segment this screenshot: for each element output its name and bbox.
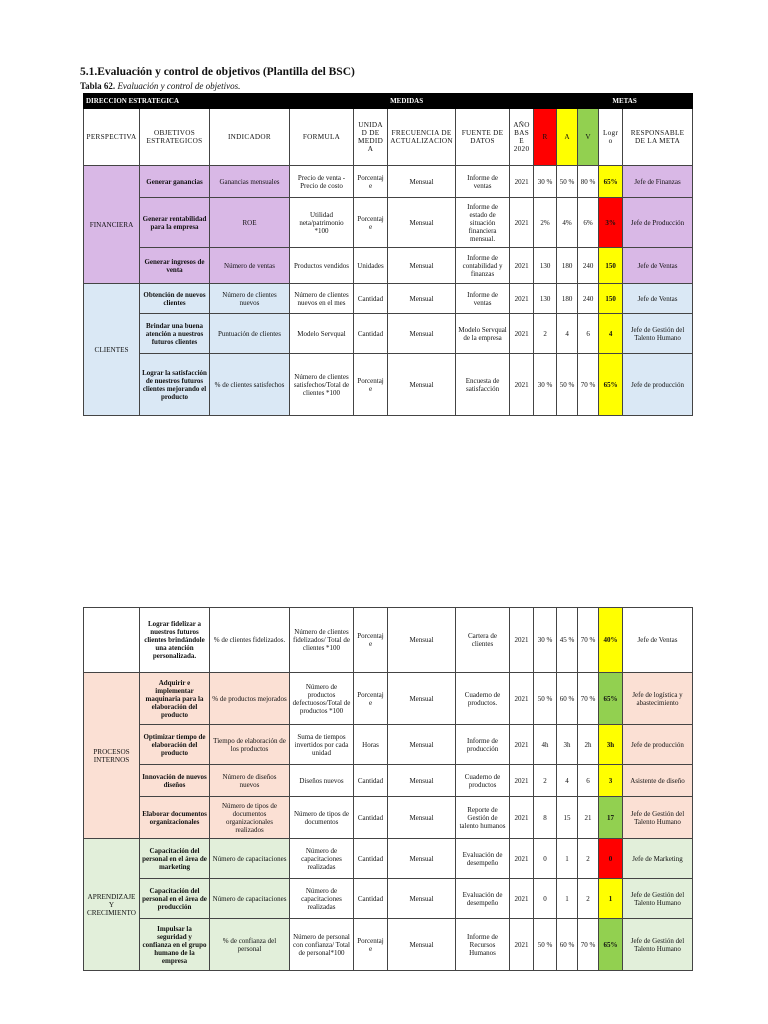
indicador-cell: Número de diseños nuevos <box>210 765 290 797</box>
responsable-cell: Asistente de diseño <box>623 765 693 797</box>
objetivo-cell: Obtención de nuevos clientes <box>140 284 210 314</box>
logro-cell: 17 <box>599 797 623 839</box>
meta-r-cell: 50 % <box>534 673 557 725</box>
frecuencia-cell: Mensual <box>388 314 456 354</box>
formula-cell: Modelo Servqual <box>290 314 354 354</box>
meta-r-cell: 30 % <box>534 608 557 673</box>
unidad-cell: Porcentaje <box>354 608 388 673</box>
fuente-cell: Cuaderno de productos. <box>456 673 510 725</box>
formula-cell: Número de tipos de documentos <box>290 797 354 839</box>
perspectiva-cell: FINANCIERA <box>84 166 140 284</box>
meta-v-cell: 6 <box>578 314 599 354</box>
formula-cell: Número de clientes fidelizados/ Total de clientes *100 <box>290 608 354 673</box>
formula-cell: Diseños nuevos <box>290 765 354 797</box>
frecuencia-cell: Mensual <box>388 354 456 416</box>
indicador-cell: % de clientes satisfechos <box>210 354 290 416</box>
responsable-cell: Jefe de Gestión del Talento Humano <box>623 879 693 919</box>
bsc-table-page1 <box>83 93 693 416</box>
fuente-cell: Reporte de Gestión de talento humanos <box>456 797 510 839</box>
meta-r-cell: 50 % <box>534 919 557 971</box>
anio-base-cell: 2021 <box>510 765 534 797</box>
anio-base-cell: 2021 <box>510 919 534 971</box>
formula-cell: Número de clientes nuevos en el mes <box>290 284 354 314</box>
meta-a-cell: 45 % <box>557 608 578 673</box>
formula-cell: Número de capacitaciones realizadas <box>290 879 354 919</box>
table-row <box>84 198 693 248</box>
formula-cell: Suma de tiempos invertidos por cada unidad <box>290 725 354 765</box>
frecuencia-cell: Mensual <box>388 725 456 765</box>
caption-text: Evaluación y control de objetivos. <box>117 81 241 91</box>
responsable-cell: Jefe de Gestión del Talento Humano <box>623 919 693 971</box>
meta-r-cell: 8 <box>534 797 557 839</box>
col-header-responsable: RESPONSABLE DE LA META <box>623 109 693 166</box>
col-header-objetivos: OBJETIVOS ESTRATEGICOS <box>140 109 210 166</box>
col-header-frecuencia: FRECUENCIA DE ACTUALIZACION <box>388 109 456 166</box>
formula-cell: Número de personal con confianza/ Total de personal*100 <box>290 919 354 971</box>
anio-base-cell: 2021 <box>510 839 534 879</box>
meta-r-cell: 2 <box>534 765 557 797</box>
responsable-cell: Jefe de producción <box>623 354 693 416</box>
objetivo-cell: Adquirir e implementar maquinaria para la elaboración del producto <box>140 673 210 725</box>
col-header-formula: FORMULA <box>290 109 354 166</box>
formula-cell: Productos vendidos <box>290 248 354 284</box>
meta-v-cell: 6% <box>578 198 599 248</box>
meta-r-cell: 130 <box>534 248 557 284</box>
fuente-cell: Informe de estado de situación financiera mensual. <box>456 198 510 248</box>
meta-v-cell: 70 % <box>578 919 599 971</box>
unidad-cell: Cantidad <box>354 314 388 354</box>
unidad-cell: Unidades <box>354 248 388 284</box>
meta-a-cell: 4 <box>557 765 578 797</box>
col-header-unidad: UNIDAD DE MEDIDA <box>354 109 388 166</box>
objetivo-cell: Brindar una buena atención a nuestros futuros clientes <box>140 314 210 354</box>
indicador-cell: Número de clientes nuevos <box>210 284 290 314</box>
formula-cell: Número de productos defectuosos/Total de productos *100 <box>290 673 354 725</box>
col-header-a: A <box>557 109 578 166</box>
meta-a-cell: 4 <box>557 314 578 354</box>
meta-r-cell: 130 <box>534 284 557 314</box>
objetivo-cell: Elaborar documentos organizacionales <box>140 797 210 839</box>
frecuencia-cell: Mensual <box>388 765 456 797</box>
logro-cell: 3% <box>599 198 623 248</box>
table-row <box>84 166 693 198</box>
anio-base-cell: 2021 <box>510 198 534 248</box>
responsable-cell: Jefe de logística y abastecimiento <box>623 673 693 725</box>
meta-r-cell: 30 % <box>534 166 557 198</box>
meta-r-cell: 0 <box>534 879 557 919</box>
table-row <box>84 839 693 879</box>
meta-r-cell: 2 <box>534 314 557 354</box>
bsc-table-body <box>84 94 693 416</box>
meta-v-cell: 21 <box>578 797 599 839</box>
header-group-row <box>84 94 693 109</box>
logro-cell: 3h <box>599 725 623 765</box>
meta-v-cell: 70 % <box>578 608 599 673</box>
responsable-cell: Jefe de Ventas <box>623 608 693 673</box>
meta-v-cell: 70 % <box>578 354 599 416</box>
logro-cell: 3 <box>599 765 623 797</box>
meta-a-cell: 50 % <box>557 166 578 198</box>
fuente-cell: Informe de ventas <box>456 284 510 314</box>
meta-v-cell: 2h <box>578 725 599 765</box>
meta-v-cell: 70 % <box>578 673 599 725</box>
frecuencia-cell: Mensual <box>388 879 456 919</box>
meta-r-cell: 2% <box>534 198 557 248</box>
meta-r-cell: 0 <box>534 839 557 879</box>
fuente-cell: Informe de producción <box>456 725 510 765</box>
anio-base-cell: 2021 <box>510 879 534 919</box>
table-row <box>84 673 693 725</box>
frecuencia-cell: Mensual <box>388 166 456 198</box>
anio-base-cell: 2021 <box>510 166 534 198</box>
table-row <box>84 314 693 354</box>
formula-cell: Número de clientes satisfechos/Total de clientes *100 <box>290 354 354 416</box>
meta-a-cell: 1 <box>557 839 578 879</box>
unidad-cell: Cantidad <box>354 797 388 839</box>
objetivo-cell: Lograr la satisfacción de nuestros futuros clientes mejorando el producto <box>140 354 210 416</box>
fuente-cell: Modelo Servqual de la empresa <box>456 314 510 354</box>
indicador-cell: Número de tipos de documentos organizacionales realizados <box>210 797 290 839</box>
table-caption <box>80 81 240 91</box>
objetivo-cell: Impulsar la seguridad y confianza en el grupo humano de la empresa <box>140 919 210 971</box>
bsc-table-page2 <box>83 607 693 971</box>
logro-cell: 65% <box>599 673 623 725</box>
unidad-cell: Cantidad <box>354 839 388 879</box>
anio-base-cell: 2021 <box>510 608 534 673</box>
fuente-cell: Informe de contabilidad y finanzas <box>456 248 510 284</box>
objetivo-cell: Generar rentabilidad para la empresa <box>140 198 210 248</box>
table-row <box>84 797 693 839</box>
responsable-cell: Jefe de Ventas <box>623 248 693 284</box>
indicador-cell: Puntuación de clientes <box>210 314 290 354</box>
anio-base-cell: 2021 <box>510 354 534 416</box>
frecuencia-cell: Mensual <box>388 919 456 971</box>
col-header-fuente: FUENTE DE DATOS <box>456 109 510 166</box>
logro-cell: 65% <box>599 354 623 416</box>
logro-cell: 150 <box>599 248 623 284</box>
header-group-medidas: MEDIDAS <box>388 94 557 109</box>
meta-a-cell: 60 % <box>557 673 578 725</box>
col-header-anio-base: AÑO BASE 2020 <box>510 109 534 166</box>
table-row <box>84 765 693 797</box>
meta-a-cell: 1 <box>557 879 578 919</box>
meta-r-cell: 4h <box>534 725 557 765</box>
anio-base-cell: 2021 <box>510 284 534 314</box>
indicador-cell: Número de ventas <box>210 248 290 284</box>
fuente-cell: Encuesta de satisfacción <box>456 354 510 416</box>
table-row <box>84 248 693 284</box>
indicador-cell: % de confianza del personal <box>210 919 290 971</box>
anio-base-cell: 2021 <box>510 248 534 284</box>
meta-a-cell: 3h <box>557 725 578 765</box>
unidad-cell: Porcentaje <box>354 198 388 248</box>
logro-cell: 0 <box>599 839 623 879</box>
section-heading: 5.1.Evaluación y control de objetivos (Plantilla del BSC) <box>80 66 355 78</box>
frecuencia-cell: Mensual <box>388 608 456 673</box>
fuente-cell: Informe de ventas <box>456 166 510 198</box>
objetivo-cell: Innovación de nuevos diseños <box>140 765 210 797</box>
frecuencia-cell: Mensual <box>388 673 456 725</box>
header-group-metas: METAS <box>557 94 693 109</box>
table-row <box>84 919 693 971</box>
objetivo-cell: Capacitación del personal en el área de marketing <box>140 839 210 879</box>
frecuencia-cell: Mensual <box>388 248 456 284</box>
logro-cell: 1 <box>599 879 623 919</box>
objetivo-cell: Optimizar tiempo de elaboración del producto <box>140 725 210 765</box>
indicador-cell: % de productos mejorados <box>210 673 290 725</box>
formula-cell: Utilidad neta/patrimonio *100 <box>290 198 354 248</box>
meta-v-cell: 240 <box>578 284 599 314</box>
unidad-cell: Cantidad <box>354 879 388 919</box>
header-group-direccion: DIRECCION ESTRATEGICA <box>84 94 388 109</box>
meta-v-cell: 2 <box>578 839 599 879</box>
fuente-cell: Cartera de clientes <box>456 608 510 673</box>
perspectiva-cell <box>84 608 140 673</box>
anio-base-cell: 2021 <box>510 673 534 725</box>
meta-v-cell: 80 % <box>578 166 599 198</box>
meta-v-cell: 240 <box>578 248 599 284</box>
objetivo-cell: Generar ingresos de venta <box>140 248 210 284</box>
logro-cell: 65% <box>599 919 623 971</box>
perspectiva-cell: PROCESOS INTERNOS <box>84 673 140 839</box>
indicador-cell: Ganancias mensuales <box>210 166 290 198</box>
indicador-cell: Tiempo de elaboración de los productos <box>210 725 290 765</box>
indicador-cell: Número de capacitaciones <box>210 839 290 879</box>
fuente-cell: Cuaderno de productos <box>456 765 510 797</box>
logro-cell: 40% <box>599 608 623 673</box>
unidad-cell: Cantidad <box>354 284 388 314</box>
col-header-indicador: INDICADOR <box>210 109 290 166</box>
frecuencia-cell: Mensual <box>388 198 456 248</box>
objetivo-cell: Generar ganancias <box>140 166 210 198</box>
logro-cell: 4 <box>599 314 623 354</box>
meta-a-cell: 180 <box>557 284 578 314</box>
responsable-cell: Jefe de Gestión del Talento Humano <box>623 797 693 839</box>
responsable-cell: Jefe de Producción <box>623 198 693 248</box>
formula-cell: Número de capacitaciones realizadas <box>290 839 354 879</box>
indicador-cell: Número de capacitaciones <box>210 879 290 919</box>
meta-a-cell: 60 % <box>557 919 578 971</box>
fuente-cell: Evaluación de desempeño <box>456 879 510 919</box>
indicador-cell: % de clientes fidelizados. <box>210 608 290 673</box>
table-row <box>84 879 693 919</box>
col-header-r: R <box>534 109 557 166</box>
indicador-cell: ROE <box>210 198 290 248</box>
meta-r-cell: 30 % <box>534 354 557 416</box>
unidad-cell: Cantidad <box>354 765 388 797</box>
meta-a-cell: 4% <box>557 198 578 248</box>
table-row <box>84 284 693 314</box>
unidad-cell: Porcentaje <box>354 673 388 725</box>
meta-v-cell: 6 <box>578 765 599 797</box>
column-header-row <box>84 109 693 166</box>
objetivo-cell: Lograr fidelizar a nuestros futuros clientes brindándole una atención personalizada. <box>140 608 210 673</box>
caption-label: Tabla 62. <box>80 81 116 91</box>
unidad-cell: Horas <box>354 725 388 765</box>
responsable-cell: Jefe de Marketing <box>623 839 693 879</box>
table-row <box>84 608 693 673</box>
responsable-cell: Jefe de Ventas <box>623 284 693 314</box>
perspectiva-cell: APRENDIZAJE Y CRECIMIENTO <box>84 839 140 971</box>
frecuencia-cell: Mensual <box>388 839 456 879</box>
meta-v-cell: 2 <box>578 879 599 919</box>
responsable-cell: Jefe de Finanzas <box>623 166 693 198</box>
unidad-cell: Porcentaje <box>354 919 388 971</box>
frecuencia-cell: Mensual <box>388 284 456 314</box>
frecuencia-cell: Mensual <box>388 797 456 839</box>
responsable-cell: Jefe de producción <box>623 725 693 765</box>
table-row <box>84 354 693 416</box>
objetivo-cell: Capacitación del personal en el área de producción <box>140 879 210 919</box>
logro-cell: 150 <box>599 284 623 314</box>
meta-a-cell: 15 <box>557 797 578 839</box>
unidad-cell: Porcentaje <box>354 166 388 198</box>
responsable-cell: Jefe de Gestión del Talento Humano <box>623 314 693 354</box>
anio-base-cell: 2021 <box>510 725 534 765</box>
col-header-v: V <box>578 109 599 166</box>
fuente-cell: Evaluación de desempeño <box>456 839 510 879</box>
formula-cell: Precio de venta - Precio de costo <box>290 166 354 198</box>
col-header-logro: Logro <box>599 109 623 166</box>
table-row <box>84 725 693 765</box>
anio-base-cell: 2021 <box>510 797 534 839</box>
bsc-table-body-continued <box>84 608 693 971</box>
anio-base-cell: 2021 <box>510 314 534 354</box>
perspectiva-cell: CLIENTES <box>84 284 140 416</box>
unidad-cell: Porcentaje <box>354 354 388 416</box>
col-header-perspectiva: PERSPECTIVA <box>84 109 140 166</box>
fuente-cell: Informe de Recursos Humanos <box>456 919 510 971</box>
meta-a-cell: 180 <box>557 248 578 284</box>
logro-cell: 65% <box>599 166 623 198</box>
meta-a-cell: 50 % <box>557 354 578 416</box>
